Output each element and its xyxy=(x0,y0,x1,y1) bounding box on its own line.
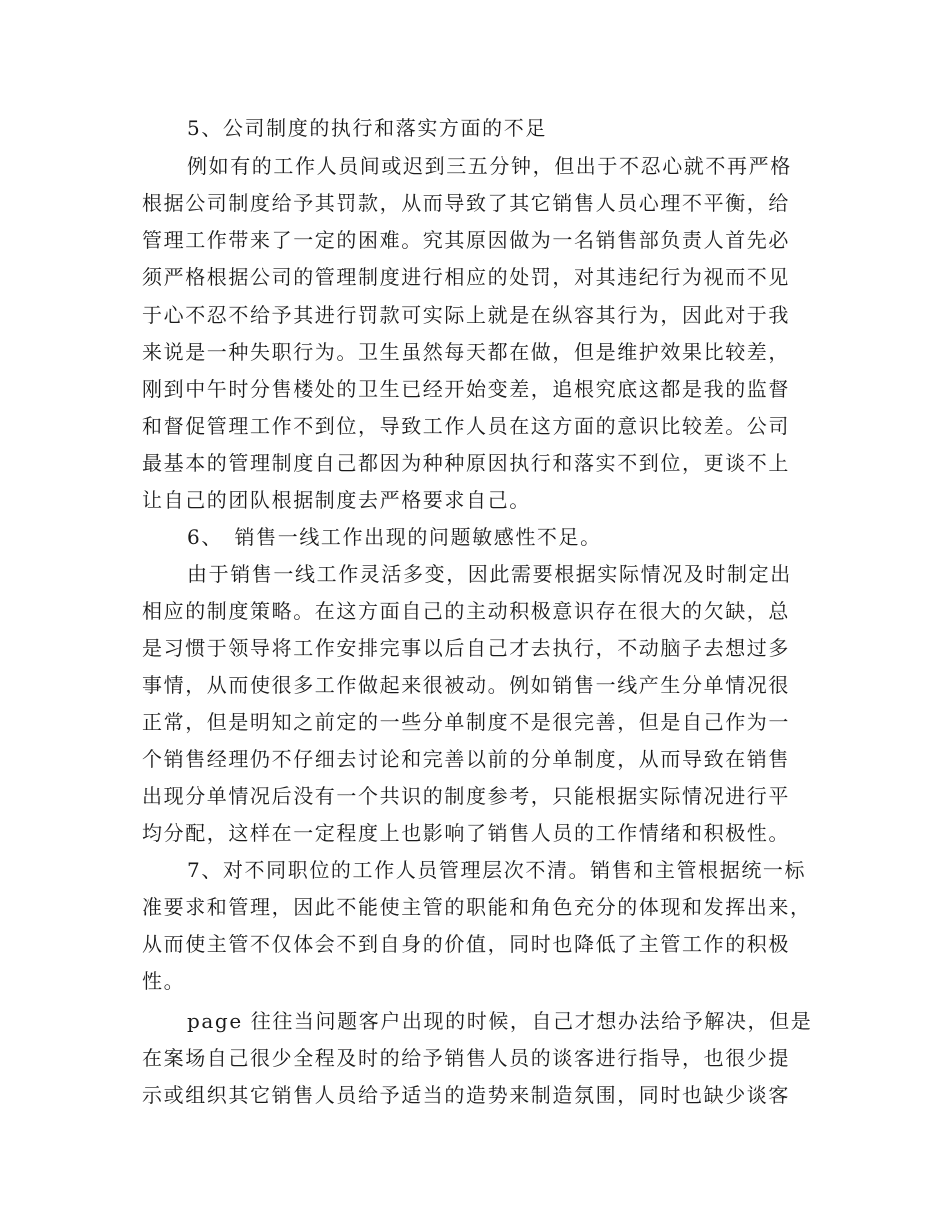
paragraph-line: 来说是一种失职行为。卫生虽然每天都在做，但是维护效果比较差， xyxy=(142,340,790,364)
paragraph-line: page 往往当问题客户出现的时候，自己才想办法给予解决，但是 xyxy=(187,1009,813,1033)
paragraph-line: 是习惯于领导将工作安排完事以后自己才去执行，不动脑子去想过多 xyxy=(142,636,790,660)
paragraph-line: 须严格根据公司的管理制度进行相应的处罚，对其违纪行为视而不见 xyxy=(142,265,790,289)
paragraph-line: 正常，但是明知之前定的一些分单制度不是很完善，但是自己作为一 xyxy=(142,710,790,734)
paragraph-line: 根据公司制度给予其罚款，从而导致了其它销售人员心理不平衡，给 xyxy=(142,191,790,215)
heading-6: 6、 销售一线工作出现的问题敏感性不足。 xyxy=(187,525,602,549)
paragraph-line: 让自己的团队根据制度去严格要求自己。 xyxy=(142,488,531,512)
paragraph-line: 例如有的工作人员间或迟到三五分钟，但出于不忍心就不再严格 xyxy=(187,154,792,178)
paragraph-line: 在案场自己很少全程及时的给予销售人员的谈客进行指导，也很少提 xyxy=(142,1046,790,1070)
paragraph-line: 性。 xyxy=(142,969,186,993)
paragraph-line: 出现分单情况后没有一个共识的制度参考，只能根据实际情况进行平 xyxy=(142,784,790,808)
heading-5: 5、公司制度的执行和落实方面的不足 xyxy=(187,116,547,140)
paragraph-line: 刚到中午时分售楼处的卫生已经开始变差，追根究底这都是我的监督 xyxy=(142,377,790,401)
paragraph-line: 相应的制度策略。在这方面自己的主动积极意识存在很大的欠缺，总 xyxy=(142,599,790,623)
paragraph-line: 从而使主管不仅体会不到自身的价值，同时也降低了主管工作的积极 xyxy=(142,932,790,956)
paragraph-line: 个销售经理仍不仔细去讨论和完善以前的分单制度，从而导致在销售 xyxy=(142,747,790,771)
paragraph-line: 7、对不同职位的工作人员管理层次不清。销售和主管根据统一标 xyxy=(187,858,807,882)
paragraph-line: 事情，从而使很多工作做起来很被动。例如销售一线产生分单情况很 xyxy=(142,673,790,697)
paragraph-line: 示或组织其它销售人员给予适当的造势来制造氛围，同时也缺少谈客 xyxy=(142,1083,790,1107)
paragraph-line: 准要求和管理，因此不能使主管的职能和角色充分的体现和发挥出来， xyxy=(142,895,812,919)
paragraph-line: 管理工作带来了一定的困难。究其原因做为一名销售部负责人首先必 xyxy=(142,228,790,252)
paragraph-line: 由于销售一线工作灵活多变，因此需要根据实际情况及时制定出 xyxy=(187,562,792,586)
paragraph-line: 最基本的管理制度自己都因为种种原因执行和落实不到位，更谈不上 xyxy=(142,451,790,475)
paragraph-line: 和督促管理工作不到位，导致工作人员在这方面的意识比较差。公司 xyxy=(142,414,790,438)
paragraph-line: 于心不忍不给予其进行罚款可实际上就是在纵容其行为，因此对于我 xyxy=(142,303,790,327)
paragraph-line: 均分配，这样在一定程度上也影响了销售人员的工作情绪和积极性。 xyxy=(142,821,790,845)
